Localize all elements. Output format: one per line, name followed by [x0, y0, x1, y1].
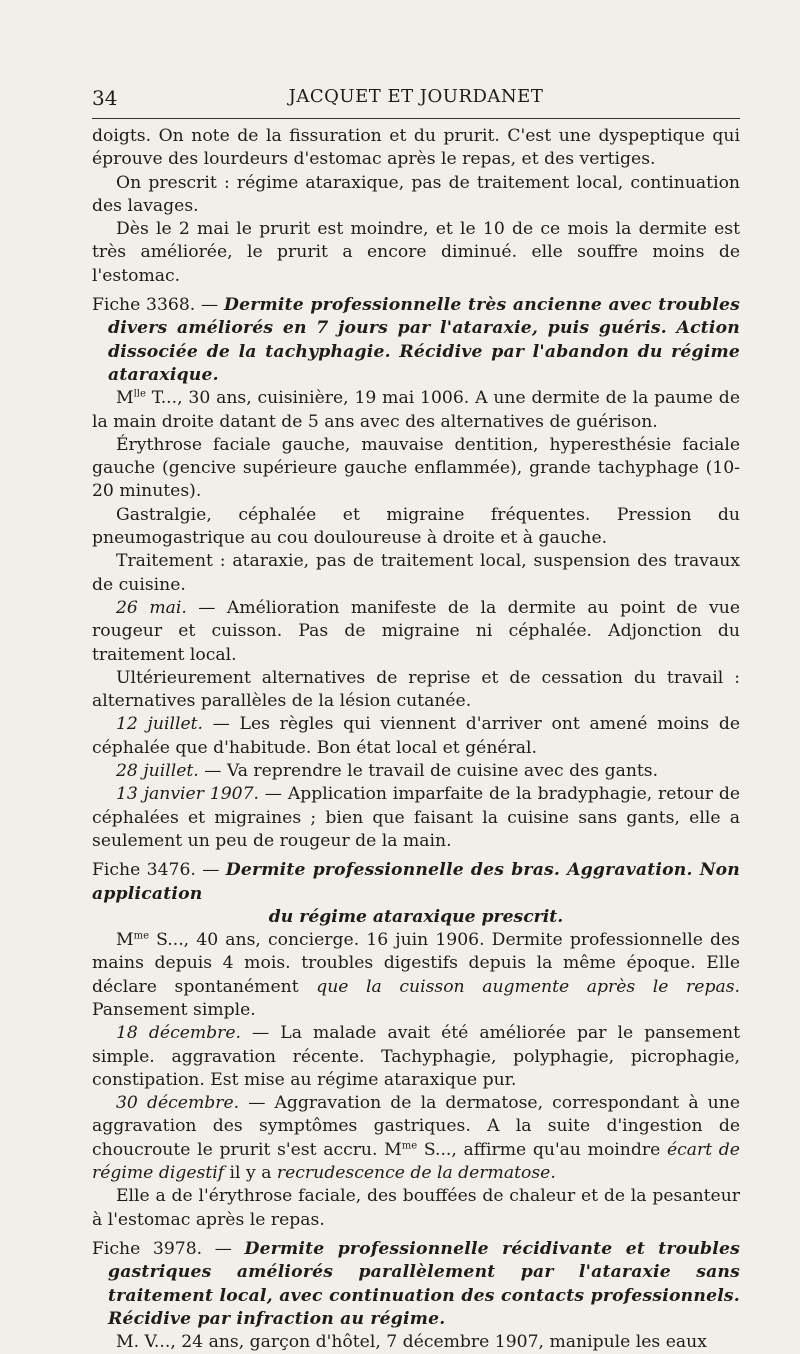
text: — Aggravation de la dermatose, correspondant à une aggravation des symptômes gastriques. A la suite d'ingestion de choucroute le prurit s'est accru. M — [92, 1093, 740, 1160]
text: T..., 30 ans, cuisinière, 19 mai 1006. A une dermite de la paume de la main droite datant de 5 ans avec des alternatives de guérison. — [92, 388, 740, 432]
text: — Va reprendre le travail de cuisine avec des gants. — [198, 761, 659, 782]
fiche-title: Dermite professionnelle récidivante et troubles gastriques améliorés parallèlement par l'ataraxie sans traitement local, avec continuation des contacts professionnels. Récidive par infraction au régime. — [108, 1238, 740, 1329]
fiche-heading-3978 — [92, 1238, 740, 1331]
date: 30 décembre. — [116, 1093, 240, 1114]
fiche-title-line2: du régime ataraxique prescrit. — [268, 906, 564, 927]
italic-text: écart de régime digestif — [92, 1139, 740, 1184]
text: — Les règles qui viennent d'arriver ont amené moins de céphalée que d'habitude. Bon état local et général. — [92, 714, 740, 758]
text: S..., affirme qu'au moindre — [417, 1139, 667, 1160]
italic-text: que la cuisson augmente après le repas. — [316, 976, 740, 997]
paragraph: Érythrose faciale gauche, mauvaise dentition, hyperesthésie faciale gauche (gencive supérieure gauche enflammée), grande tachyphage (10-20 minutes). — [92, 434, 740, 502]
paragraph — [92, 783, 740, 853]
text: M — [116, 930, 134, 951]
date: 12 juillet. — [116, 714, 203, 735]
superscript: me — [401, 1140, 418, 1152]
superscript: me — [133, 930, 150, 942]
text: — Application imparfaite de la bradyphagie, retour de céphalées et migraines ; bien que faisant la cuisine sans gants, elle a seulement un peu de rougeur de la main. — [92, 784, 740, 851]
text: Pansement simple. — [92, 999, 256, 1020]
date: 18 décembre. — [116, 1023, 242, 1044]
page-number: 34 — [92, 86, 118, 110]
paragraph — [92, 929, 740, 1022]
superscript: lle — [133, 388, 146, 400]
paragraph: Traitement : ataraxie, pas de traitement local, suspension des travaux de cuisine. — [92, 551, 740, 595]
fiche-title: Dermite professionnelle des bras. Aggravation. Non application — [92, 860, 740, 904]
italic-text: recrudescence de la dermatose. — [276, 1163, 556, 1184]
paragraph: Ultérieurement alternatives de reprise et de cessation du travail : alternatives parallèles de la lésion cutanée. — [92, 667, 740, 712]
paragraph: On prescrit : régime ataraxique, pas de traitement local, continuation des lavages. — [92, 172, 740, 216]
text: M — [116, 388, 134, 409]
date: 28 juillet. — [116, 761, 199, 782]
header-rule — [92, 118, 740, 119]
paragraph — [92, 760, 740, 783]
fiche-heading-3476 — [92, 859, 740, 906]
paragraph — [92, 387, 740, 434]
text: — Amélioration manifeste de la dermite au point de vue rougeur et cuisson. Pas de migraine ni céphalée. Adjonction du traitement local. — [92, 597, 740, 665]
paragraph: M. V..., 24 ans, garçon d'hôtel, 7 décembre 1907, manipule les eaux — [116, 1332, 707, 1353]
paragraph: Elle a de l'érythrose faciale, des bouffées de chaleur et de la pesanteur à l'estomac après le repas. — [92, 1186, 740, 1230]
running-title: JACQUET ET JOURDANET — [288, 86, 544, 107]
page-body — [92, 125, 740, 1354]
paragraph — [92, 713, 740, 760]
fiche-number: Fiche 3476. — — [92, 860, 226, 881]
fiche-number: Fiche 3978. — — [92, 1238, 245, 1259]
fiche-title-continued — [92, 906, 740, 929]
fiche-number: Fiche 3368. — — [92, 295, 224, 316]
paragraph — [92, 1022, 740, 1092]
date: 26 mai. — [116, 597, 187, 618]
fiche-title: Dermite professionnelle très ancienne avec troubles divers améliorés en 7 jours par l'ataraxie, puis guéris. Action dissociée de la tachyphagie. Récidive par l'abandon du régime ataraxique. — [108, 295, 740, 385]
paragraph — [92, 597, 740, 667]
paragraph: doigts. On note de la fissuration et du prurit. C'est une dyspeptique qui éprouve des lourdeurs d'estomac après le repas, et des vertiges. — [92, 126, 740, 170]
text: il y a — [224, 1163, 277, 1184]
paragraph — [92, 1092, 740, 1185]
text: — La malade avait été améliorée par le pansement simple. aggravation récente. Tachyphagie, polyphagie, picrophagie, constipation. Est mise au régime ataraxique pur. — [92, 1023, 740, 1090]
page-header — [92, 76, 740, 116]
paragraph: Dès le 2 mai le prurit est moindre, et le 10 de ce mois la dermite est très améliorée, le prurit a encore diminué. elle souffre moins de l'estomac. — [92, 219, 740, 286]
paragraph: Gastralgie, céphalée et migraine fréquentes. Pression du pneumogastrique au cou douloureuse à droite et à gauche. — [92, 504, 740, 549]
text: S..., 40 ans, concierge. 16 juin 1906. Dermite professionnelle des mains depuis 4 mois. troubles digestifs depuis la même époque. Elle déclare spontanément — [92, 930, 740, 997]
fiche-heading-3368 — [92, 294, 740, 387]
date: 13 janvier 1907. — [116, 784, 259, 805]
